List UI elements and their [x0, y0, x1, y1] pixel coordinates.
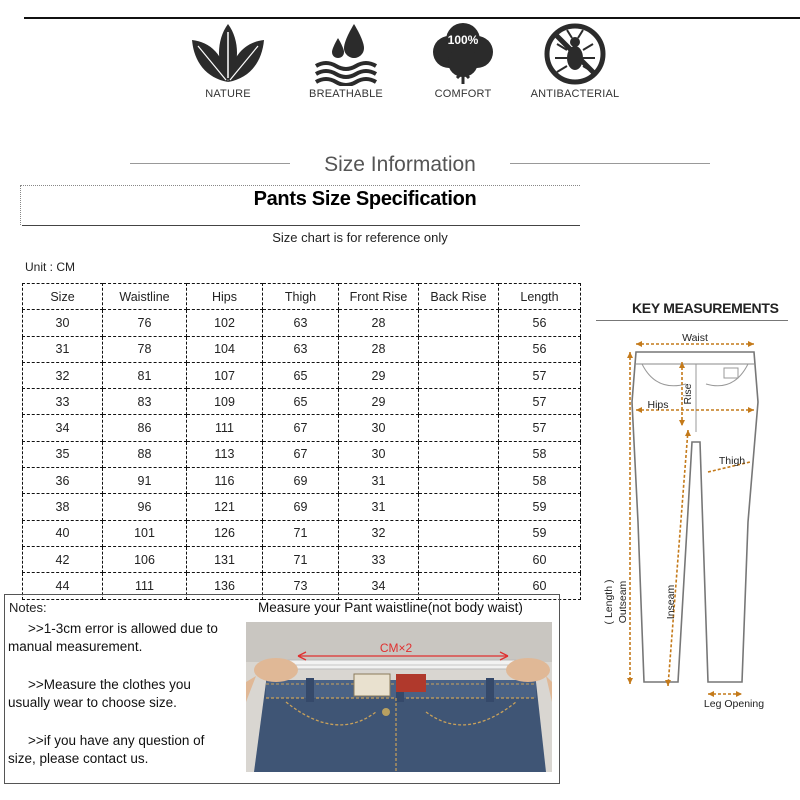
table-header-row [23, 284, 581, 310]
table-cell: 40 [23, 520, 103, 546]
feature-label: COMFORT [434, 88, 492, 100]
column-header: Length [499, 284, 581, 310]
table-cell: 57 [499, 389, 581, 415]
table-cell: 83 [103, 389, 187, 415]
table-cell: 116 [187, 468, 263, 494]
waist-label: Waist [682, 332, 708, 344]
table-cell: 28 [339, 336, 419, 362]
table-row [23, 441, 581, 467]
table-cell: 69 [263, 494, 339, 520]
table-cell: 56 [499, 336, 581, 362]
table-cell: 65 [263, 389, 339, 415]
table-cell: 73 [263, 573, 339, 599]
leaves-icon [188, 22, 268, 86]
table-cell: 71 [263, 546, 339, 572]
hips-label: Hips [647, 399, 669, 411]
table-cell: 86 [103, 415, 187, 441]
spec-title: Pants Size Specification [253, 188, 477, 210]
dotted-border-top [20, 185, 580, 186]
table-cell [419, 546, 499, 572]
measure-caption: Measure your Pant waistline(not body waist) [258, 600, 523, 615]
table-cell: 32 [339, 520, 419, 546]
table-cell: 57 [499, 415, 581, 441]
table-cell: 58 [499, 468, 581, 494]
table-cell: 31 [339, 468, 419, 494]
jeans-measuring-illustration [246, 622, 552, 772]
table-cell [419, 520, 499, 546]
table-cell: 71 [263, 520, 339, 546]
table-row [23, 468, 581, 494]
table-cell: 67 [263, 441, 339, 467]
table-cell: 88 [103, 441, 187, 467]
table-cell: 109 [187, 389, 263, 415]
table-row [23, 389, 581, 415]
table-cell: 56 [499, 310, 581, 336]
table-row [23, 310, 581, 336]
feature-label: ANTIBACTERIAL [530, 88, 620, 100]
table-cell: 96 [103, 494, 187, 520]
pants-outline-illustration [596, 322, 796, 717]
table-cell [419, 336, 499, 362]
table-cell: 78 [103, 336, 187, 362]
table-row [23, 415, 581, 441]
table-cell: 34 [339, 573, 419, 599]
table-cell: 104 [187, 336, 263, 362]
outseam-label: Outseam [617, 580, 629, 624]
table-cell: 63 [263, 310, 339, 336]
table-cell: 121 [187, 494, 263, 520]
water-drops-icon [306, 22, 386, 86]
table-cell: 57 [499, 362, 581, 388]
table-cell: 31 [23, 336, 103, 362]
table-row [23, 546, 581, 572]
thigh-label: Thigh [718, 455, 746, 467]
table-cell: 33 [339, 546, 419, 572]
table-cell [419, 441, 499, 467]
table-cell: 59 [499, 520, 581, 546]
table-cell: 67 [263, 415, 339, 441]
table-cell [419, 389, 499, 415]
cotton-icon [423, 22, 503, 86]
table-cell: 69 [263, 468, 339, 494]
feature-comfort [408, 22, 518, 100]
waist-measure-photo [246, 622, 552, 772]
table-cell: 30 [339, 441, 419, 467]
cotton-badge-text: 100% [447, 33, 479, 47]
table-row [23, 520, 581, 546]
section-title: Size Information [324, 153, 476, 173]
table-cell: 102 [187, 310, 263, 336]
table-cell: 91 [103, 468, 187, 494]
table-cell: 81 [103, 362, 187, 388]
feature-breathable [291, 22, 401, 100]
column-header: Size [23, 284, 103, 310]
column-header: Hips [187, 284, 263, 310]
table-cell: 36 [23, 468, 103, 494]
table-cell: 30 [23, 310, 103, 336]
pants-diagram [596, 322, 796, 722]
table-cell: 126 [187, 520, 263, 546]
divider-left [130, 163, 290, 164]
rise-label: Rise [682, 383, 694, 405]
table-cell: 44 [23, 573, 103, 599]
table-cell: 101 [103, 520, 187, 546]
feature-antibacterial [520, 22, 630, 100]
column-header: Front Rise [339, 284, 419, 310]
table-cell: 35 [23, 441, 103, 467]
key-measurements-rule [596, 320, 788, 321]
table-cell: 107 [187, 362, 263, 388]
table-row [23, 336, 581, 362]
feature-label: NATURE [205, 88, 251, 100]
spec-rule [22, 225, 580, 226]
length-label: ( Length ) [603, 579, 615, 625]
leg-opening-label: Leg Opening [703, 698, 765, 710]
table-cell: 42 [23, 546, 103, 572]
table-row [23, 494, 581, 520]
note-item: >>if you have any question of size, please contact us. [8, 733, 205, 766]
table-cell: 106 [103, 546, 187, 572]
key-measurements-title: KEY MEASUREMENTS [632, 300, 779, 316]
table-row [23, 362, 581, 388]
table-cell: 63 [263, 336, 339, 362]
divider-right [510, 163, 710, 164]
size-table [22, 283, 581, 600]
table-cell: 32 [23, 362, 103, 388]
dotted-border-left [20, 185, 21, 225]
column-header: Thigh [263, 284, 339, 310]
table-cell: 76 [103, 310, 187, 336]
table-cell: 33 [23, 389, 103, 415]
table-cell: 38 [23, 494, 103, 520]
table-cell [419, 415, 499, 441]
notes-title: Notes: [9, 600, 47, 615]
feature-label: BREATHABLE [309, 88, 383, 100]
table-cell: 111 [187, 415, 263, 441]
column-header: Back Rise [419, 284, 499, 310]
spec-subtitle: Size chart is for reference only [272, 230, 448, 245]
table-cell [419, 362, 499, 388]
tape-label: CM×2 [379, 641, 413, 655]
table-cell: 111 [103, 573, 187, 599]
note-item: >>Measure the clothes you usually wear to choose size. [8, 677, 191, 710]
table-cell: 28 [339, 310, 419, 336]
table-cell: 29 [339, 389, 419, 415]
table-cell: 29 [339, 362, 419, 388]
table-cell: 34 [23, 415, 103, 441]
table-cell [419, 494, 499, 520]
table-cell: 59 [499, 494, 581, 520]
table-cell: 65 [263, 362, 339, 388]
table-cell [419, 310, 499, 336]
table-cell: 131 [187, 546, 263, 572]
column-header: Waistline [103, 284, 187, 310]
table-cell: 60 [499, 573, 581, 599]
table-cell [419, 468, 499, 494]
table-cell: 60 [499, 546, 581, 572]
table-cell: 113 [187, 441, 263, 467]
feature-nature [173, 22, 283, 100]
table-cell: 31 [339, 494, 419, 520]
unit-label: Unit : CM [25, 260, 76, 274]
inseam-label: Inseam [665, 584, 677, 620]
table-cell: 30 [339, 415, 419, 441]
table-cell: 58 [499, 441, 581, 467]
no-bug-icon [535, 22, 615, 86]
table-cell: 136 [187, 573, 263, 599]
top-rule [24, 17, 800, 19]
note-item: >>1-3cm error is allowed due to manual measurement. [8, 621, 218, 654]
